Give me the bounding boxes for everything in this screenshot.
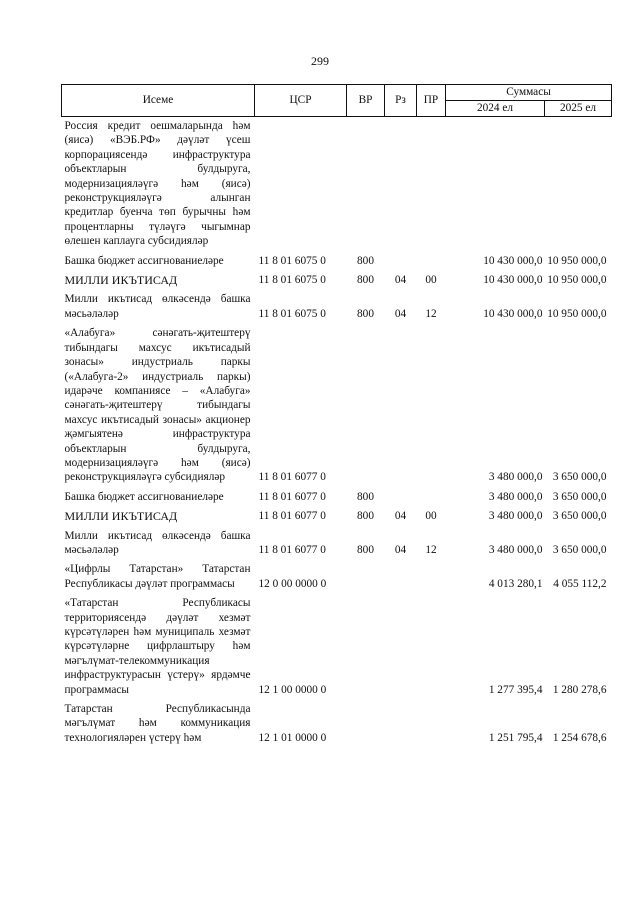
table-row [62, 702, 612, 750]
row-pr [417, 117, 446, 254]
row-vr [347, 117, 385, 254]
budget-table [61, 84, 612, 750]
row-vr: 800 [357, 510, 374, 523]
table-row [62, 596, 612, 702]
table-row [62, 509, 612, 528]
row-2025: 3 650 000,0 [552, 471, 607, 484]
row-rz [385, 326, 417, 489]
row-pr [417, 702, 446, 750]
row-csr: 12 0 00 0000 0 [258, 577, 327, 590]
row-2025: 3 650 000,0 [552, 543, 607, 556]
row-pr: 12 [425, 307, 437, 320]
row-name: «Алабуга» сәнәгать-җитештерү тибындагы махсус икътисадый зонасы» индустриаль паркы («Алабуга-2» индустриаль паркы) идарәче компаниясе – «Алабуга» сәнәгать-җитештерү тибындагы махсус икътисадый зонасы» акционер җәмгыятенә инфраструктура объектларын булдыруга, модернизацияләүгә һәм (яисә) реконструкцияләүгә субсидияләр [64, 327, 251, 484]
row-pr [417, 596, 446, 702]
row-2025: 3 650 000,0 [552, 490, 607, 503]
row-name: Россия кредит оешмаларында һәм (яисә) «ВЭБ.РФ» дәүләт үсеш корпорациясендә инфраструктура объектларын булдыруга, модернизацияләүгә һәм (яисә) реконструкцияләүгә алынган кредитлар буенча төп бурычны һәм процентларны түләүгә чыгымнар өлешен каплауга субсидияләр [64, 120, 251, 248]
row-2025 [545, 117, 612, 254]
row-2024: 3 480 000,0 [488, 471, 543, 484]
row-csr: 12 1 00 0000 0 [258, 683, 327, 696]
row-rz: 04 [394, 274, 407, 287]
row-csr: 11 8 01 6075 0 [258, 274, 326, 287]
row-csr: 11 8 01 6077 0 [258, 471, 326, 484]
row-2024: 10 430 000,0 [483, 307, 543, 320]
row-2025: 1 280 278,6 [552, 683, 607, 696]
header-sums: Суммасы [446, 85, 612, 101]
row-2024: 10 430 000,0 [483, 274, 543, 287]
header-2025: 2025 ел [545, 101, 612, 117]
row-vr: 800 [357, 254, 374, 267]
row-vr: 800 [357, 307, 374, 320]
row-2025: 3 650 000,0 [552, 510, 607, 523]
row-pr [417, 490, 446, 509]
row-2025: 10 950 000,0 [547, 307, 607, 320]
row-name: Татарстан Республикасында мәгълүмат һәм коммуникация технологияләрен үстерү һәм [64, 703, 251, 744]
row-rz [385, 596, 417, 702]
row-2024: 10 430 000,0 [483, 254, 543, 267]
row-csr: 12 1 01 0000 0 [258, 731, 327, 744]
row-vr [347, 326, 385, 489]
header-rz: Рз [385, 85, 417, 117]
table-row [62, 490, 612, 509]
row-vr: 800 [357, 543, 374, 556]
row-pr [417, 562, 446, 596]
row-2024: 3 480 000,0 [488, 543, 543, 556]
row-csr: 11 8 01 6077 0 [258, 490, 326, 503]
row-csr [255, 117, 347, 254]
row-pr: 00 [425, 510, 437, 523]
row-pr: 00 [425, 274, 437, 287]
row-rz [385, 490, 417, 509]
header-vr: ВР [347, 85, 385, 117]
table-row [62, 326, 612, 489]
row-2024: 1 277 395,4 [488, 683, 543, 696]
row-2024 [446, 117, 545, 254]
header-csr: ЦСР [255, 85, 347, 117]
page-number: 299 [311, 54, 329, 68]
row-name: Башка бюджет ассигнованиеләре [64, 490, 224, 503]
row-rz [385, 254, 417, 273]
row-vr [347, 596, 385, 702]
row-2024: 3 480 000,0 [488, 510, 543, 523]
row-name: «Татарстан Республикасы территориясендә дәүләт хезмәт күрсәтүләрен һәм муниципаль хезмәт күрсәтүләрне цифрлаштыру һәм мәгълүмат-телекоммуникация инфраструктурасын үстерү» ярдәмче программасы [64, 597, 251, 696]
row-csr: 11 8 01 6075 0 [258, 307, 326, 320]
header-pr: ПР [417, 85, 446, 117]
row-name: Башка бюджет ассигнованиеләре [64, 254, 224, 267]
row-vr [347, 702, 385, 750]
row-name: Милли икътисад өлкәсендә башка мәсьәләләр [64, 529, 251, 556]
row-vr: 800 [357, 274, 374, 287]
row-pr: 12 [425, 543, 437, 556]
row-2025: 10 950 000,0 [547, 254, 607, 267]
table-row [62, 529, 612, 563]
row-2024: 1 251 795,4 [488, 731, 543, 744]
row-name: Милли икътисад өлкәсендә башка мәсьәләләр [64, 293, 251, 320]
row-pr [417, 326, 446, 489]
row-2025: 4 055 112,2 [553, 577, 607, 590]
table-row [62, 562, 612, 596]
table-row [62, 273, 612, 292]
header-2024: 2024 ел [446, 101, 545, 117]
row-name: МИЛЛИ ИКЪТИСАД [64, 509, 178, 524]
row-vr [347, 562, 385, 596]
row-2024: 4 013 280,1 [488, 577, 543, 590]
row-2024: 3 480 000,0 [488, 490, 543, 503]
row-rz: 04 [394, 307, 407, 320]
row-rz [385, 702, 417, 750]
row-csr: 11 8 01 6077 0 [258, 543, 326, 556]
row-csr: 11 8 01 6077 0 [258, 510, 326, 523]
row-2025: 10 950 000,0 [547, 274, 607, 287]
table-row [62, 254, 612, 273]
row-rz: 04 [394, 510, 407, 523]
row-2025: 1 254 678,6 [552, 731, 607, 744]
header-name: Исеме [62, 85, 255, 117]
table-row [62, 117, 612, 254]
row-pr [417, 254, 446, 273]
row-csr: 11 8 01 6075 0 [258, 254, 326, 267]
row-rz: 04 [394, 543, 407, 556]
row-name: «Цифрлы Татарстан» Татарстан Республикасы дәүләт программасы [64, 563, 251, 590]
row-rz [385, 562, 417, 596]
row-rz [385, 117, 417, 254]
table-row [62, 292, 612, 326]
row-vr: 800 [357, 490, 374, 503]
row-name: МИЛЛИ ИКЪТИСАД [64, 273, 178, 288]
